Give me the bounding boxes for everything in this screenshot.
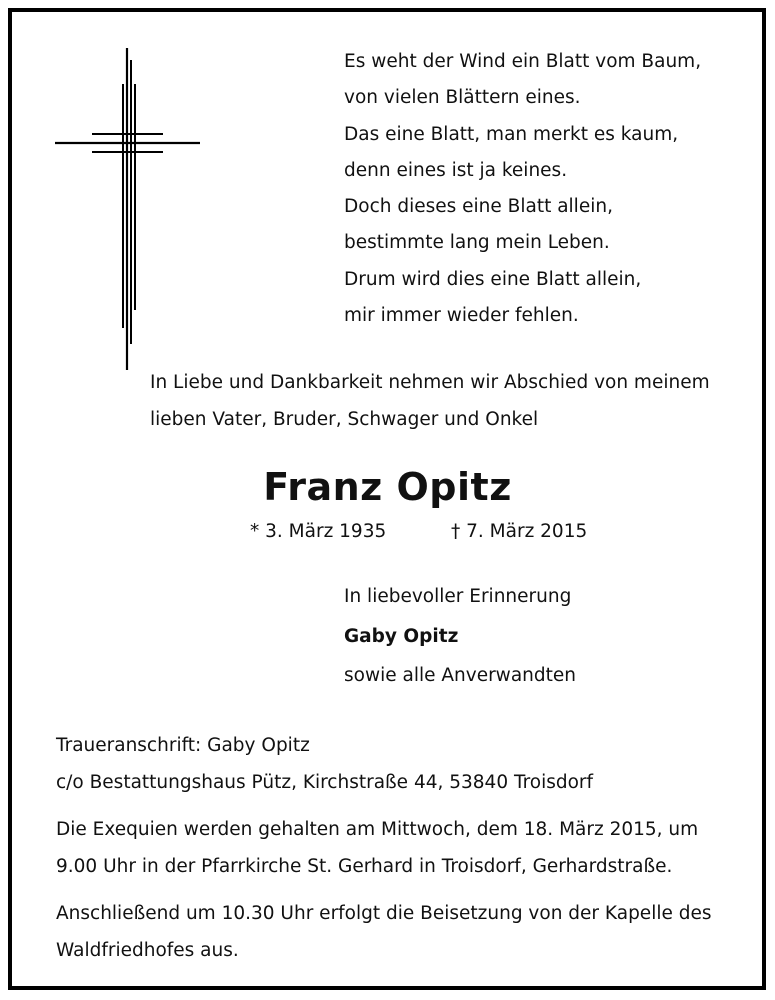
birth-date: * 3. März 1935	[250, 521, 387, 542]
burial-line: Anschließend um 10.30 Uhr erfolgt die Beisetzung von der Kapelle des	[56, 903, 712, 924]
exequien-info	[56, 811, 756, 885]
address-line: c/o Bestattungshaus Pütz, Kirchstraße 44, 53840 Troisdorf	[56, 772, 594, 793]
farewell-line: In Liebe und Dankbarkeit nehmen wir Abschied von meinem	[150, 372, 710, 393]
remembrance-text: In liebevoller Erinnerung	[344, 586, 572, 607]
poem-line: denn eines ist ja keines.	[344, 159, 568, 181]
other-relatives: sowie alle Anverwandten	[344, 665, 576, 686]
mourner-name: Gaby Opitz	[344, 625, 459, 647]
poem-line: Drum wird dies eine Blatt allein,	[344, 268, 642, 290]
deceased-name: Franz Opitz	[263, 465, 512, 509]
poem-line: mir immer wieder fehlen.	[344, 305, 579, 327]
death-date: † 7. März 2015	[451, 521, 588, 542]
farewell-text	[150, 364, 750, 438]
address-line: Traueranschrift: Gaby Opitz	[56, 735, 310, 756]
poem-line: von vielen Blättern eines.	[344, 87, 581, 109]
exequien-line: Die Exequien werden gehalten am Mittwoch, dem 18. März 2015, um	[56, 819, 699, 840]
burial-info	[56, 895, 756, 969]
poem-line: bestimmte lang mein Leben.	[344, 232, 610, 254]
farewell-line: lieben Vater, Bruder, Schwager und Onkel	[150, 409, 539, 430]
burial-line: Waldfriedhofes aus.	[56, 940, 239, 961]
poem-line: Es weht der Wind ein Blatt vom Baum,	[344, 51, 702, 72]
cross-icon	[55, 48, 200, 370]
exequien-line: 9.00 Uhr in der Pfarrkirche St. Gerhard in Troisdorf, Gerhardstraße.	[56, 856, 673, 877]
mourning-address	[56, 727, 756, 801]
poem-line: Doch dieses eine Blatt allein,	[344, 196, 613, 218]
mourners-block	[344, 577, 576, 696]
poem-line: Das eine Blatt, man merkt es kaum,	[344, 123, 679, 145]
funeral-info	[56, 727, 756, 979]
poem	[344, 44, 701, 334]
